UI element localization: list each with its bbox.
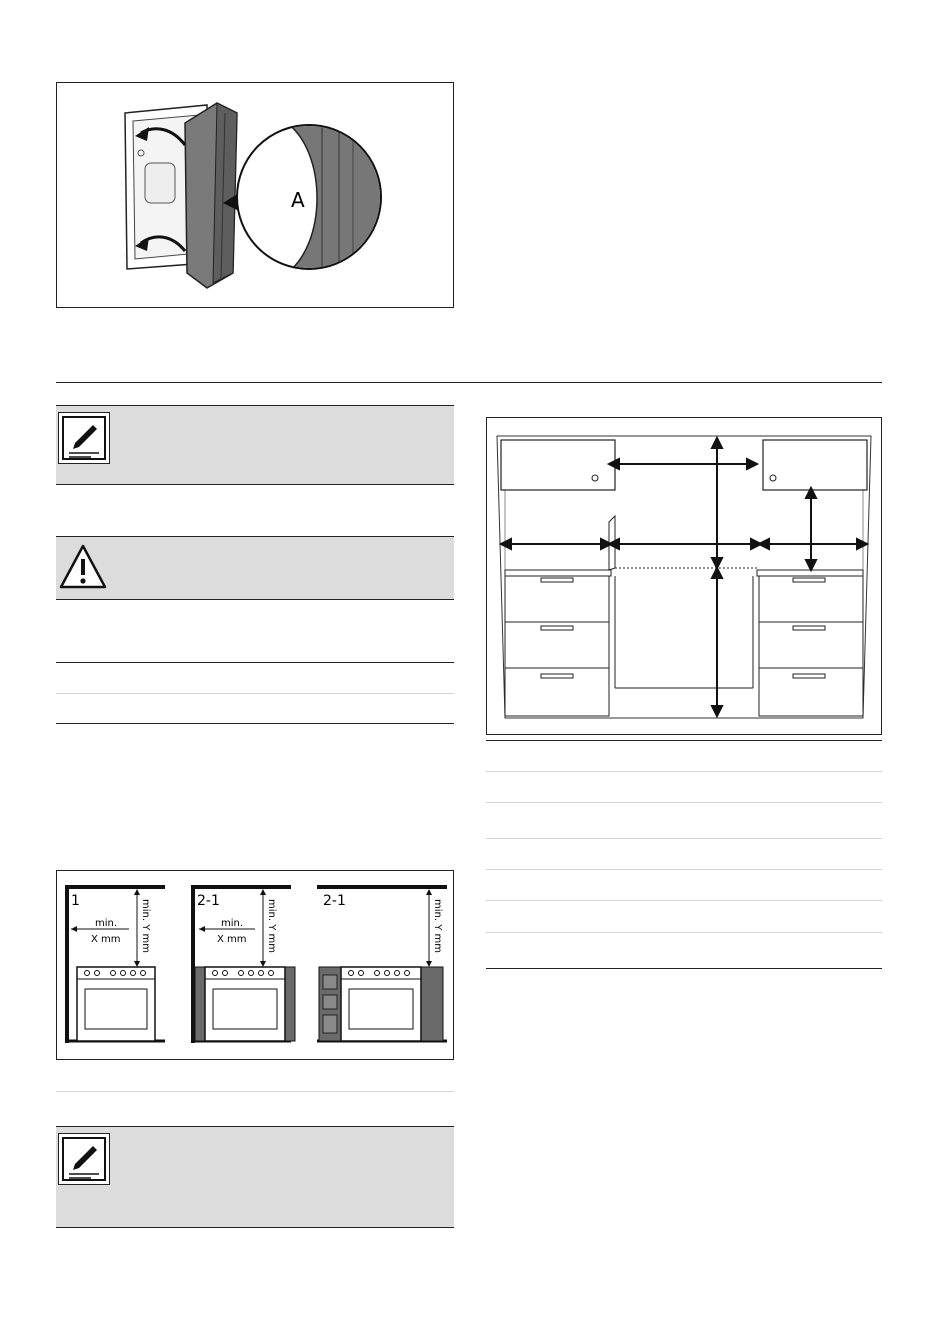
pencil-note-icon xyxy=(59,1134,109,1184)
table-row-divider xyxy=(486,900,882,901)
table-row-divider xyxy=(486,932,882,933)
warning-triangle-icon xyxy=(58,543,108,591)
min-label: min. xyxy=(95,918,118,929)
installation-options-drawing xyxy=(57,871,453,1059)
option-number: 2-1 xyxy=(197,893,220,909)
door-detail-figure xyxy=(56,82,454,308)
x-dimension-label: X mm xyxy=(91,934,121,945)
x-dimension-label: X mm xyxy=(217,934,247,945)
table-rule xyxy=(486,968,882,969)
note-panel xyxy=(56,1126,454,1228)
cabinet-dimensions-figure xyxy=(486,417,882,735)
warning-panel xyxy=(56,536,454,600)
option-panel-1 xyxy=(65,885,165,1043)
table-row-divider xyxy=(56,1091,454,1092)
y-dimension-label: min. Y mm xyxy=(140,899,151,953)
y-dimension-label: min. Y mm xyxy=(266,899,277,953)
note-icon-box xyxy=(58,1133,110,1185)
door-detail-drawing xyxy=(57,83,453,307)
note-panel xyxy=(56,405,454,485)
pencil-note-icon xyxy=(59,413,109,463)
section-divider xyxy=(56,382,882,383)
option-number: 2-1 xyxy=(323,893,346,909)
table-row-divider xyxy=(486,802,882,803)
table-rule xyxy=(486,740,882,741)
note-icon-box xyxy=(58,412,110,464)
table-rule xyxy=(56,662,454,663)
y-dimension-label: min. Y mm xyxy=(432,899,443,953)
table-rule xyxy=(56,723,454,724)
callout-label: A xyxy=(291,188,305,212)
table-row-divider xyxy=(486,771,882,772)
table-row-divider xyxy=(56,693,454,694)
table-row-divider xyxy=(486,869,882,870)
option-number: 1 xyxy=(71,893,80,909)
option-panel-2 xyxy=(191,885,295,1043)
option-panel-3 xyxy=(317,885,447,1041)
cabinet-dimensions-drawing xyxy=(487,418,881,734)
table-row-divider xyxy=(486,838,882,839)
installation-options-figure xyxy=(56,870,454,1060)
min-label: min. xyxy=(221,918,244,929)
